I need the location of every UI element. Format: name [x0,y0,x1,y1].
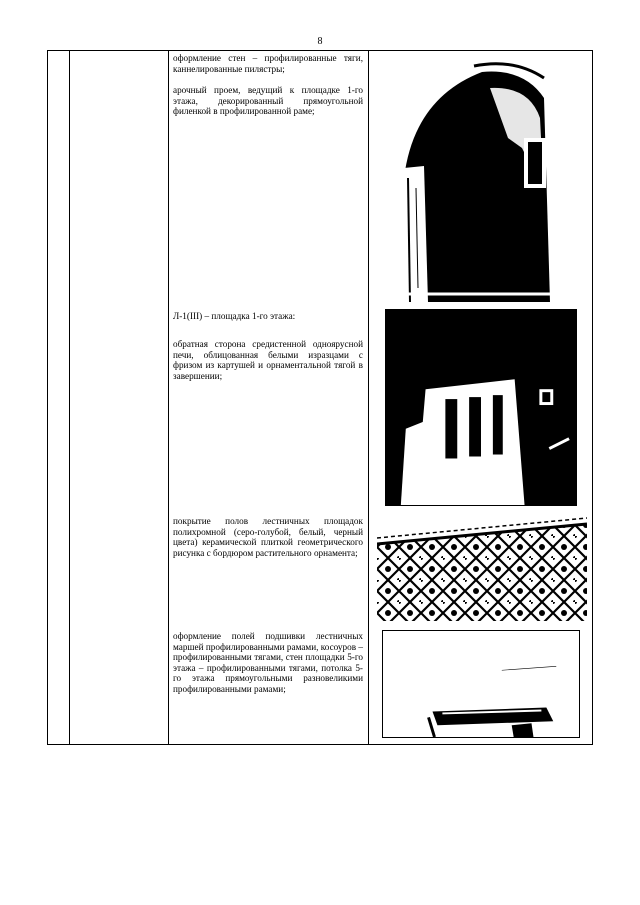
text-arch: арочный проем, ведущий к площадке 1-го этажа, декорированный прямоугольной филенкой в профилированной раме; [173,85,363,117]
text-stove: обратная сторона средистенной одноярусной печи, облицованная белыми изразцами с фризом из картушей и орнаментальной тягой в завершении; [173,339,363,381]
column-divider [69,51,70,744]
photo-arch [404,58,556,302]
text-stair-soffits: оформление полей подшивки лестничных маршей профилированными рамами, косоуров – профилированными тягами, стен площадки 5-го этажа – профилированными тягами, потолка 5-го этажа прямоугольными разновеликими профилированными рамами; [173,631,363,694]
page-number: 8 [317,36,323,47]
photo-floor-tiles [377,514,587,621]
column-divider [168,51,169,744]
column-divider [368,51,369,744]
text-landing-heading: Л-1(III) – площадка 1-го этажа: [173,311,296,321]
photo-stove [385,309,577,506]
text-walls: оформление стен – профилированные тяги, каннелированные пилястры; [173,53,363,74]
text-floor-tiles: покрытие полов лестничных площадок полихромной (серо-голубой, белый, черный цвета) керамической плиткой геометрического рисунка с бордюром растительного орнамента; [173,516,363,558]
photo-stair-soffits [382,630,580,738]
